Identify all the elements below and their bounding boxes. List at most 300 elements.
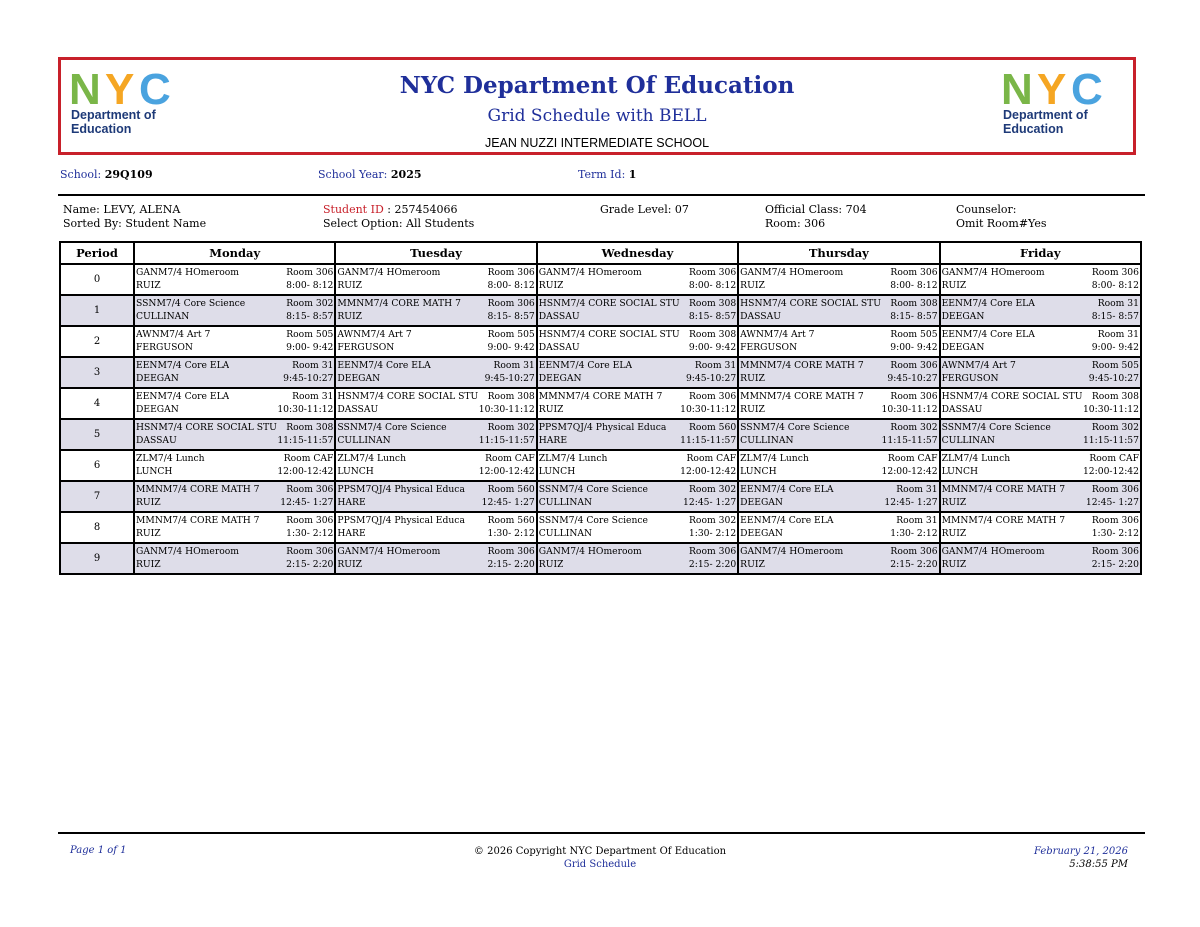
period-time: 1:30- 2:12 <box>890 527 938 539</box>
teacher-name: RUIZ <box>740 403 765 415</box>
print-time: 5:38:55 PM <box>1069 859 1128 870</box>
room-number: Room 306 <box>487 298 535 309</box>
logo-line-2-right: Education <box>1003 122 1064 136</box>
class-cell <box>738 543 939 574</box>
class-cell <box>940 295 1141 326</box>
class-cell <box>537 512 738 543</box>
course-name: HSNM7/4 CORE SOCIAL STU <box>337 391 479 402</box>
period-time: 12:00-12:42 <box>277 465 334 477</box>
term-label: Term Id: <box>578 168 626 181</box>
course-name: MMNM7/4 CORE MATH 7 <box>740 360 864 371</box>
period-time: 8:15- 8:57 <box>487 310 535 322</box>
room-number: Room CAF <box>485 453 535 464</box>
table-row <box>60 450 1141 481</box>
period-time: 1:30- 2:12 <box>1091 527 1139 539</box>
teacher-name: RUIZ <box>740 279 765 291</box>
period-time: 10:30-11:12 <box>277 403 334 415</box>
course-name: AWNM7/4 Art 7 <box>136 329 211 340</box>
course-name: MMNM7/4 CORE MATH 7 <box>740 391 864 402</box>
teacher-name: RUIZ <box>337 279 363 291</box>
logo-line-1: Department of <box>71 108 156 122</box>
class-cell <box>537 450 738 481</box>
class-cell <box>738 326 939 357</box>
teacher-name: DEEGAN <box>941 341 985 353</box>
period-time: 11:15-11:57 <box>478 434 535 446</box>
course-name: ZLM7/4 Lunch <box>538 453 608 464</box>
period-cell: 2 <box>60 326 134 357</box>
class-cell <box>335 264 536 295</box>
course-name: AWNM7/4 Art 7 <box>337 329 412 340</box>
class-cell <box>738 512 939 543</box>
sorted-by: Sorted By: Student Name <box>63 217 207 230</box>
teacher-name: DEEGAN <box>136 403 179 415</box>
teacher-name: RUIZ <box>740 372 765 384</box>
class-cell <box>738 481 939 512</box>
room-number: Room CAF <box>283 453 334 464</box>
course-name: EENM7/4 Core ELA <box>941 298 1035 309</box>
class-cell <box>537 481 738 512</box>
logo-dept-text-right <box>1003 108 1088 136</box>
course-name: AWNM7/4 Art 7 <box>941 360 1016 371</box>
school-name: JEAN NUZZI INTERMEDIATE SCHOOL <box>484 136 710 150</box>
teacher-name: FERGUSON <box>941 372 999 384</box>
class-cell <box>537 264 738 295</box>
room-number: Room 306 <box>1091 546 1139 557</box>
page-title: NYC Department Of Education <box>399 72 795 99</box>
course-name: GANM7/4 HOmeroom <box>136 267 239 278</box>
period-time: 8:00- 8:12 <box>890 279 938 291</box>
school-value: 29Q109 <box>104 168 153 181</box>
period-time: 12:00-12:42 <box>680 465 737 477</box>
term-value: 1 <box>628 168 637 181</box>
course-name: EENM7/4 Core ELA <box>337 360 431 371</box>
period-time: 8:15- 8:57 <box>890 310 938 322</box>
class-cell <box>738 450 939 481</box>
period-time: 10:30-11:12 <box>1082 403 1139 415</box>
teacher-name: LUNCH <box>941 465 978 477</box>
teacher-name: CULLINAN <box>337 434 391 446</box>
teacher-name: DASSAU <box>538 310 580 322</box>
period-time: 8:00- 8:12 <box>286 279 334 291</box>
logo-line-1-right: Department of <box>1003 108 1088 122</box>
period-time: 9:00- 9:42 <box>1091 341 1139 353</box>
period-time: 11:15-11:57 <box>1082 434 1139 446</box>
period-time: 9:00- 9:42 <box>487 341 535 353</box>
student-name-block <box>63 203 206 231</box>
select-option: Select Option: All Students <box>323 217 475 230</box>
course-name: SSNM7/4 Core Science <box>538 515 648 526</box>
teacher-name: HARE <box>337 496 366 508</box>
period-time: 2:15- 2:20 <box>286 558 334 570</box>
period-time: 11:15-11:57 <box>680 434 737 446</box>
course-name: EENM7/4 Core ELA <box>136 391 230 402</box>
header-wednesday: Wednesday <box>537 242 738 264</box>
table-row <box>60 388 1141 419</box>
period-time: 1:30- 2:12 <box>688 527 737 539</box>
class-cell <box>537 388 738 419</box>
course-name: AWNM7/4 Art 7 <box>740 329 815 340</box>
period-cell: 0 <box>60 264 134 295</box>
table-row <box>60 481 1141 512</box>
teacher-name: DEEGAN <box>538 372 582 384</box>
teacher-name: LUNCH <box>136 465 173 477</box>
period-time: 8:00- 8:12 <box>688 279 737 291</box>
teacher-name: RUIZ <box>538 558 564 570</box>
teacher-name: DASSAU <box>136 434 177 446</box>
period-cell: 7 <box>60 481 134 512</box>
report-header <box>58 57 1136 155</box>
period-time: 12:45- 1:27 <box>1085 496 1139 508</box>
class-cell <box>940 481 1141 512</box>
period-time: 10:30-11:12 <box>680 403 737 415</box>
course-name: EENM7/4 Core ELA <box>136 360 230 371</box>
teacher-name: DASSAU <box>941 403 983 415</box>
class-cell <box>738 295 939 326</box>
class-cell <box>335 388 536 419</box>
period-cell: 5 <box>60 419 134 450</box>
period-time: 12:00-12:42 <box>478 465 535 477</box>
course-name: GANM7/4 HOmeroom <box>941 546 1045 557</box>
header-period: Period <box>60 242 134 264</box>
room-number: Room 306 <box>890 391 938 402</box>
course-name: EENM7/4 Core ELA <box>538 360 633 371</box>
room-number: Room 31 <box>896 484 938 495</box>
period-time: 9:45-10:27 <box>1088 372 1139 384</box>
student-id-block <box>323 203 474 231</box>
course-name: MMNM7/4 CORE MATH 7 <box>337 298 461 309</box>
room-number: Room 308 <box>689 329 737 340</box>
room-number: Room 505 <box>890 329 938 340</box>
teacher-name: RUIZ <box>740 558 765 570</box>
room-number: Room 306 <box>286 267 334 278</box>
course-name: HSNM7/4 CORE SOCIAL STU <box>538 329 680 340</box>
table-row <box>60 543 1141 574</box>
teacher-name: FERGUSON <box>136 341 193 353</box>
teacher-name: RUIZ <box>136 558 161 570</box>
teacher-name: DASSAU <box>538 341 580 353</box>
class-cell <box>134 326 335 357</box>
period-time: 12:45- 1:27 <box>683 496 737 508</box>
class-cell <box>940 450 1141 481</box>
room-number: Room 306 <box>689 546 737 557</box>
class-cell <box>738 419 939 450</box>
room-number: Room 31 <box>292 391 334 402</box>
logo-line-2: Education <box>71 122 132 136</box>
student-name: Name: LEVY, ALENA <box>63 203 181 216</box>
footer-divider <box>58 832 1145 834</box>
room-number: Room 560 <box>689 422 737 433</box>
class-cell <box>335 357 536 388</box>
class-cell <box>134 512 335 543</box>
class-cell <box>537 419 738 450</box>
course-name: MMNM7/4 CORE MATH 7 <box>136 484 260 495</box>
period-time: 9:00- 9:42 <box>688 341 737 353</box>
print-date: February 21, 2026 <box>1033 846 1128 857</box>
period-time: 12:45- 1:27 <box>481 496 535 508</box>
period-cell: 6 <box>60 450 134 481</box>
teacher-name: RUIZ <box>941 558 967 570</box>
svg-text:N: N <box>1001 68 1033 108</box>
course-name: SSNM7/4 Core Science <box>740 422 850 433</box>
class-cell <box>134 357 335 388</box>
table-row <box>60 295 1141 326</box>
counselor: Counselor: <box>956 203 1017 216</box>
school-year-value: 2025 <box>390 168 422 181</box>
room-number: Room 306 <box>286 546 334 557</box>
class-cell <box>335 543 536 574</box>
room-number: Room 31 <box>292 360 334 371</box>
course-name: GANM7/4 HOmeroom <box>538 546 642 557</box>
course-name: SSNM7/4 Core Science <box>538 484 648 495</box>
room-number: Room 302 <box>689 484 737 495</box>
course-name: MMNM7/4 CORE MATH 7 <box>941 484 1066 495</box>
course-name: ZLM7/4 Lunch <box>941 453 1011 464</box>
room-number: Room 302 <box>689 515 737 526</box>
room-number: Room 31 <box>493 360 535 371</box>
period-time: 11:15-11:57 <box>881 434 938 446</box>
teacher-name: RUIZ <box>538 279 564 291</box>
period-time: 1:30- 2:12 <box>286 527 334 539</box>
teacher-name: CULLINAN <box>740 434 794 446</box>
room-number: Room 308 <box>890 298 938 309</box>
room-number: Room 505 <box>286 329 334 340</box>
period-time: 12:00-12:42 <box>1082 465 1139 477</box>
grade-level: Grade Level: 07 <box>600 203 689 216</box>
course-name: EENM7/4 Core ELA <box>740 515 834 526</box>
school-label: School: <box>60 168 102 181</box>
teacher-name: DASSAU <box>740 310 781 322</box>
class-cell <box>335 512 536 543</box>
room-number: Room 505 <box>487 329 535 340</box>
period-cell: 1 <box>60 295 134 326</box>
logo-letter-n: N <box>69 68 101 108</box>
svg-text:Y: Y <box>1037 68 1067 108</box>
teacher-name: RUIZ <box>941 527 967 539</box>
teacher-name: LUNCH <box>337 465 374 477</box>
class-cell <box>335 295 536 326</box>
class-cell <box>537 295 738 326</box>
teacher-name: DASSAU <box>337 403 379 415</box>
period-time: 2:15- 2:20 <box>890 558 938 570</box>
header-friday: Friday <box>940 242 1141 264</box>
school-year-field <box>318 168 422 181</box>
room-number: Room 505 <box>1091 360 1139 371</box>
student-id-value: : 257454066 <box>387 203 458 216</box>
course-name: EENM7/4 Core ELA <box>740 484 834 495</box>
teacher-name: DEEGAN <box>740 496 783 508</box>
room-number: Room 308 <box>286 422 334 433</box>
room-number: Room 306 <box>890 546 938 557</box>
teacher-name: DEEGAN <box>337 372 381 384</box>
grid-body <box>60 264 1141 574</box>
period-time: 9:45-10:27 <box>685 372 737 384</box>
class-cell <box>537 357 738 388</box>
course-name: EENM7/4 Core ELA <box>941 329 1035 340</box>
course-name: MMNM7/4 CORE MATH 7 <box>941 515 1066 526</box>
room-number: Room 306 <box>286 515 334 526</box>
period-time: 8:15- 8:57 <box>286 310 334 322</box>
teacher-name: RUIZ <box>136 496 161 508</box>
room-number: Room 302 <box>286 298 334 309</box>
report-name: Grid Schedule <box>563 859 637 870</box>
course-name: GANM7/4 HOmeroom <box>941 267 1045 278</box>
class-cell <box>335 419 536 450</box>
class-cell <box>134 295 335 326</box>
period-time: 10:30-11:12 <box>478 403 535 415</box>
school-field <box>60 168 153 181</box>
period-time: 11:15-11:57 <box>277 434 334 446</box>
teacher-name: HARE <box>337 527 366 539</box>
course-name: PPSM7QJ/4 Physical Educa <box>337 515 465 526</box>
room-number: Room CAF <box>1089 453 1139 464</box>
course-name: GANM7/4 HOmeroom <box>337 546 441 557</box>
teacher-name: CULLINAN <box>941 434 995 446</box>
period-time: 8:15- 8:57 <box>688 310 737 322</box>
teacher-name: CULLINAN <box>136 310 190 322</box>
course-name: GANM7/4 HOmeroom <box>136 546 239 557</box>
teacher-name: FERGUSON <box>740 341 798 353</box>
room-number: Room 31 <box>1097 298 1139 309</box>
counselor-block <box>956 203 1047 231</box>
period-cell: 9 <box>60 543 134 574</box>
course-name: MMNM7/4 CORE MATH 7 <box>538 391 663 402</box>
copyright: © 2026 Copyright NYC Department Of Education <box>473 846 727 857</box>
course-name: ZLM7/4 Lunch <box>337 453 406 464</box>
room-number: Room 308 <box>1091 391 1139 402</box>
teacher-name: RUIZ <box>538 403 564 415</box>
course-name: ZLM7/4 Lunch <box>136 453 205 464</box>
class-cell <box>940 264 1141 295</box>
table-row <box>60 419 1141 450</box>
teacher-name: DEEGAN <box>740 527 783 539</box>
room-number: Room 306 <box>890 267 938 278</box>
room-number: Room 302 <box>487 422 535 433</box>
class-cell <box>738 388 939 419</box>
homeroom: Room: 306 <box>765 217 826 230</box>
omit-room: Omit Room#Yes <box>956 217 1047 230</box>
course-name: GANM7/4 HOmeroom <box>538 267 642 278</box>
room-number: Room CAF <box>887 453 938 464</box>
footer-center <box>0 845 1200 871</box>
course-name: GANM7/4 HOmeroom <box>740 267 844 278</box>
period-time: 9:45-10:27 <box>283 372 334 384</box>
class-cell <box>134 264 335 295</box>
logo-letter-c: C <box>139 68 171 108</box>
room-number: Room 306 <box>286 484 334 495</box>
course-name: ZLM7/4 Lunch <box>740 453 809 464</box>
class-cell <box>940 388 1141 419</box>
room-number: Room 306 <box>487 546 535 557</box>
period-time: 8:00- 8:12 <box>487 279 535 291</box>
room-number: Room 560 <box>487 484 535 495</box>
course-name: HSNM7/4 CORE SOCIAL STU <box>136 422 277 433</box>
course-name: HSNM7/4 CORE SOCIAL STU <box>740 298 882 309</box>
room-number: Room 31 <box>694 360 737 371</box>
room-number: Room 306 <box>689 391 737 402</box>
course-name: GANM7/4 HOmeroom <box>337 267 441 278</box>
teacher-name: RUIZ <box>136 279 161 291</box>
teacher-name: RUIZ <box>337 310 363 322</box>
class-cell <box>134 419 335 450</box>
grid-header-row <box>60 242 1141 264</box>
teacher-name: RUIZ <box>941 496 967 508</box>
class-cell <box>537 326 738 357</box>
class-cell <box>738 357 939 388</box>
footer-datetime <box>1034 845 1128 871</box>
teacher-name: RUIZ <box>337 558 363 570</box>
period-time: 10:30-11:12 <box>881 403 938 415</box>
divider <box>58 194 1145 196</box>
course-name: SSNM7/4 Core Science <box>136 298 246 309</box>
period-time: 1:30- 2:12 <box>487 527 535 539</box>
room-number: Room 31 <box>896 515 938 526</box>
svg-text:C: C <box>1071 68 1103 108</box>
period-time: 9:00- 9:42 <box>890 341 938 353</box>
term-field <box>578 168 636 181</box>
student-id-label: Student ID <box>323 203 384 216</box>
room-number: Room 306 <box>689 267 737 278</box>
teacher-name: LUNCH <box>740 465 777 477</box>
period-time: 8:00- 8:12 <box>1091 279 1139 291</box>
room-number: Room 306 <box>1091 267 1139 278</box>
class-cell <box>335 450 536 481</box>
schedule-grid <box>59 241 1142 575</box>
period-time: 2:15- 2:20 <box>487 558 535 570</box>
course-name: SSNM7/4 Core Science <box>337 422 447 433</box>
page-subtitle: Grid Schedule with BELL <box>487 106 707 126</box>
header-thursday: Thursday <box>738 242 939 264</box>
teacher-name: FERGUSON <box>337 341 395 353</box>
room-number: Room 306 <box>487 267 535 278</box>
table-row <box>60 512 1141 543</box>
period-time: 2:15- 2:20 <box>688 558 737 570</box>
teacher-name: HARE <box>538 434 568 446</box>
period-time: 12:45- 1:27 <box>884 496 938 508</box>
course-name: MMNM7/4 CORE MATH 7 <box>136 515 260 526</box>
class-cell <box>940 326 1141 357</box>
course-name: SSNM7/4 Core Science <box>941 422 1051 433</box>
teacher-name: RUIZ <box>941 279 967 291</box>
class-cell <box>335 481 536 512</box>
header-tuesday: Tuesday <box>335 242 536 264</box>
table-row <box>60 357 1141 388</box>
class-cell <box>738 264 939 295</box>
room-number: Room 308 <box>689 298 737 309</box>
school-year-label: School Year: <box>318 168 388 181</box>
nyc-logo-icon-right <box>1001 68 1121 108</box>
class-cell <box>134 481 335 512</box>
period-time: 9:45-10:27 <box>887 372 938 384</box>
course-name: GANM7/4 HOmeroom <box>740 546 844 557</box>
official-class: Official Class: 704 <box>765 203 867 216</box>
teacher-name: LUNCH <box>538 465 576 477</box>
period-cell: 3 <box>60 357 134 388</box>
table-row <box>60 264 1141 295</box>
room-number: Room 306 <box>1091 484 1139 495</box>
class-cell <box>335 326 536 357</box>
course-name: PPSM7QJ/4 Physical Educa <box>538 422 667 433</box>
room-number: Room 308 <box>487 391 535 402</box>
period-time: 12:45- 1:27 <box>280 496 334 508</box>
header-monday: Monday <box>134 242 335 264</box>
room-number: Room 560 <box>487 515 535 526</box>
room-number: Room 302 <box>890 422 938 433</box>
period-time: 12:00-12:42 <box>881 465 938 477</box>
class-cell <box>134 543 335 574</box>
teacher-name: DEEGAN <box>136 372 179 384</box>
period-cell: 8 <box>60 512 134 543</box>
period-time: 9:00- 9:42 <box>286 341 334 353</box>
